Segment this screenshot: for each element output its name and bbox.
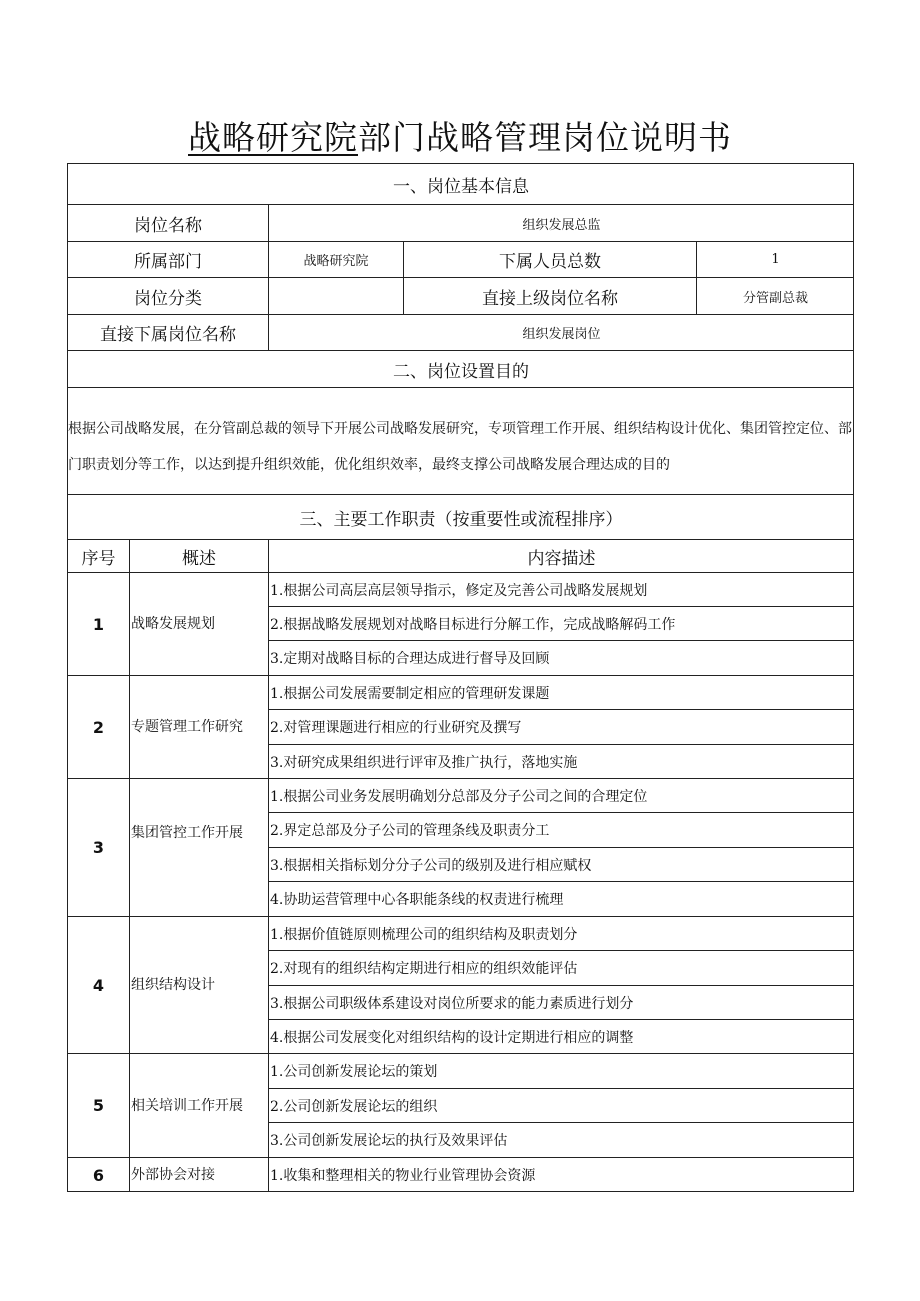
duty-item: 1.公司创新发展论坛的策划 [270,1064,438,1080]
subordinate-position-label: 直接下属岗位名称 [100,325,236,345]
superior-label: 直接上级岗位名称 [482,288,618,309]
duty-index: 5 [92,1096,105,1115]
purpose-text: 根据公司战略发展，在分管副总裁的领导下开展公司战略发展研究，专项管理工作开展、组织结构设计优化、集团管控定位、部门职责划分等工作，以达到提升组织效能，优化组织效率，最终支撑公司战略发展合理达成的目的 [68,421,852,473]
duty-item: 1.收集和整理相关的物业行业管理协会资源 [270,1168,536,1184]
duty-index: 4 [92,975,105,995]
header-summary: 概述 [182,548,216,569]
duty-item: 2.界定总部及分子公司的管理条线及职责分工 [270,823,550,839]
superior-value: 分管副总裁 [742,290,808,306]
title-prefix: 战略研究院 [188,118,358,157]
section1-heading: 一、岗位基本信息 [393,176,529,197]
duty-item: 2.公司创新发展论坛的组织 [270,1098,438,1115]
duty-item: 3.根据公司职级体系建设对岗位所要求的能力素质进行划分 [270,995,634,1012]
duty-index: 2 [92,717,105,737]
duty-item: 1.根据公司业务发展明确划分总部及分子公司之间的合理定位 [270,788,648,805]
duty-item: 3.根据相关指标划分分子公司的级别及进行相应赋权 [270,857,592,874]
duty-item: 3.对研究成果组织进行评审及推广执行，落地实施 [270,754,578,771]
duty-summary: 战略发展规划 [131,616,215,632]
duty-summary: 外部协会对接 [131,1167,215,1183]
duty-item: 4.协助运营管理中心各职能条线的权责进行梳理 [270,892,564,908]
title-suffix: 部门战略管理岗位说明书 [358,118,732,157]
section2-heading: 二、岗位设置目的 [393,361,529,382]
header-content: 内容描述 [527,548,596,569]
duty-item: 1.根据价值链原则梳理公司的组织结构及职责划分 [270,926,578,943]
duty-summary: 组织结构设计 [131,977,215,993]
duty-item: 4.根据公司发展变化对组织结构的设计定期进行相应的调整 [270,1029,634,1046]
subordinate-position-value: 组织发展岗位 [522,327,601,342]
subordinates-count-label: 下属人员总数 [499,252,601,272]
category-value [269,278,403,314]
department-label: 所属部门 [134,252,202,272]
duty-item: 1.根据公司高层高层领导指示，修定及完善公司战略发展规划 [270,582,648,599]
document-title [0,112,920,159]
duty-item: 1.根据公司发展需要制定相应的管理研发课题 [270,685,550,702]
position-name-label: 岗位名称 [134,215,202,236]
position-name-value: 组织发展总监 [522,217,601,233]
duty-summary: 专题管理工作研究 [131,719,243,735]
section3-heading: 三、主要工作职责（按重要性或流程排序） [299,509,623,530]
duty-index: 3 [92,838,105,857]
duty-item: 3.公司创新发展论坛的执行及效果评估 [270,1133,508,1149]
duty-index: 6 [92,1165,105,1185]
duty-item: 3.定期对战略目标的合理达成进行督导及回顾 [270,651,550,667]
duty-item: 2.根据战略发展规划对战略目标进行分解工作，完成战略解码工作 [270,616,676,633]
duty-item: 2.对管理课题进行相应的行业研究及撰写 [270,720,522,736]
department-value: 战略研究院 [303,254,369,269]
duty-summary: 集团管控工作开展 [131,825,243,841]
duty-summary: 相关培训工作开展 [131,1097,243,1114]
header-index: 序号 [81,548,116,569]
subordinates-count-value: 1 [771,252,780,267]
duty-index: 1 [92,614,105,634]
duty-item: 2.对现有的组织结构定期进行相应的组织效能评估 [270,961,578,977]
category-label: 岗位分类 [134,288,202,309]
